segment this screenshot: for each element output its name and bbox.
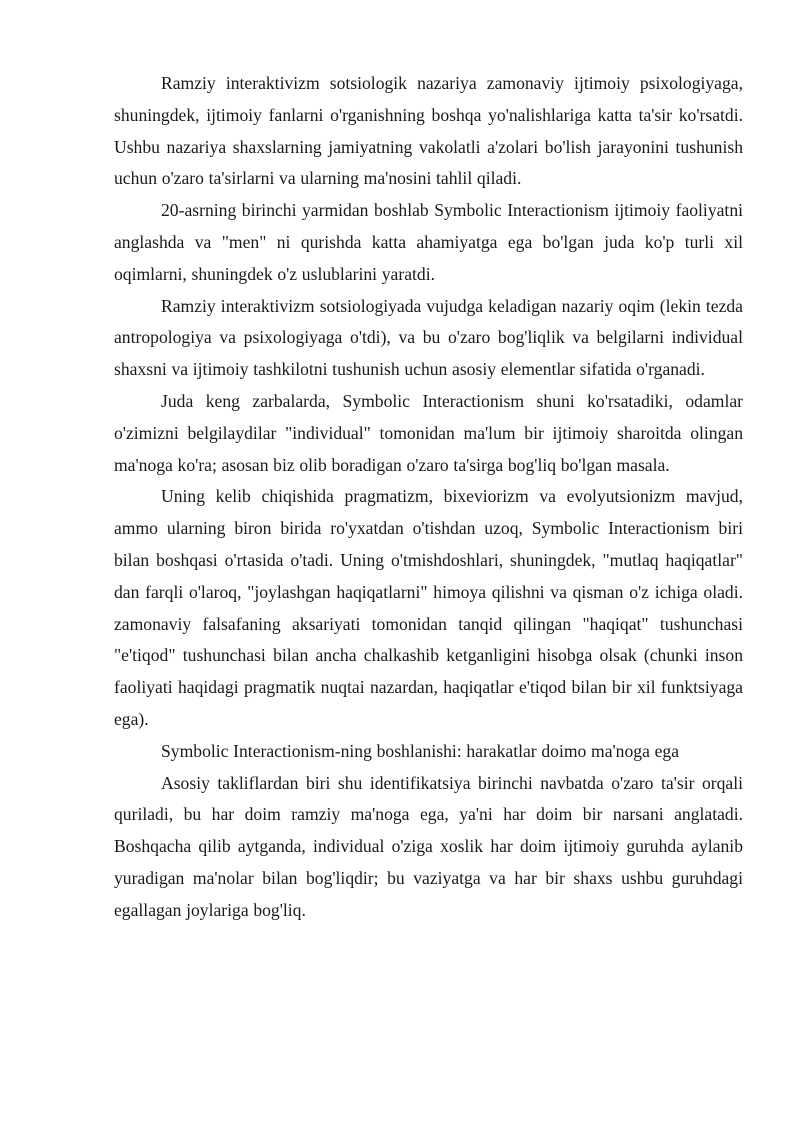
paragraph-origins: Uning kelib chiqishida pragmatizm, bixeviorizm va evolyutsionizm mavjud, ammo ularning biron birida ro'yxatdan o'tishdan uzoq, Symbolic Interactionism biri bilan boshqasi o'rtasida o'tadi. Uning o'tmishdoshlari, shuningdek, "mutlaq haqiqatlar" dan farqli o'laroq, "joylashgan haqiqatlarni" himoya qilishni va qisman o'z ichiga oladi. zamonaviy falsafaning aksariyati tomonidan tanqid qilingan "haqiqat" tushunchasi "e'tiqod" tushunchasi bilan ancha chalkashib ketganligini hisobga olsak (chunki inson faoliyati haqidagi pragmatik nuqtai nazardan, haqiqatlar e'tiqod bilan bir xil funktsiyaga ega). [114,486,743,729]
paragraph-theory-origin: Ramziy interaktivizm sotsiologiyada vujudga keladigan nazariy oqim (lekin tezda antropologiya va psixologiyaga o'tdi), va bu o'zaro bog'liqlik va belgilarni individual shaxsni va ijtimoiy tashkilotni tushunish uchun asosiy elementlar sifatida o'rganadi. [114,295,743,380]
paragraph-identity: Asosiy takliflardan biri shu identifikatsiya birinchi navbatda o'zaro ta'sir orqali quriladi, bu har doim ramziy ma'noga ega, ya'ni har doim bir narsani anglatadi. Boshqacha qilib aytganda, individual o'ziga xoslik har doim ijtimoiy guruhda aylanib yuradigan ma'nolar bilan bog'liqdir; bu vaziyatga va har bir shaxs ushbu guruhdagi egallagan joylariga bog'liq. [114,772,743,920]
paragraph-20th-century: 20-asrning birinchi yarmidan boshlab Symbolic Interactionism ijtimoiy faoliyatni anglashda va "men" ni qurishda katta ahamiyatga ega bo'lgan juda ko'p turli xil oqimlarni, shuningdek o'z uslublarini yaratdi. [114,200,743,284]
paragraph-intro: Ramziy interaktivizm sotsiologik nazariya zamonaviy ijtimoiy psixologiyaga, shuningdek, ijtimoiy fanlarni o'rganishning boshqa yo'nalishlariga katta ta'sir ko'rsatdi. Ushbu nazariya shaxslarning jamiyatning vakolatli a'zolari bo'lish jarayonini tushunish uchun o'zaro ta'sirlarni va ularning ma'nosini tahlil qiladi. [114,73,743,189]
paragraph-broad-strokes: Juda keng zarbalarda, Symbolic Interactionism shuni ko'rsatadiki, odamlar o'zimizni belgilaydilar "individual" tomonidan ma'lum bir ijtimoiy sharoitda olingan ma'noga ko'ra; asosan biz olib boradigan o'zaro ta'sirga bog'liq bo'lgan masala. [114,390,743,475]
section-heading: Symbolic Interactionism-ning boshlanishi: harakatlar doimo ma'noga ega [161,740,679,761]
